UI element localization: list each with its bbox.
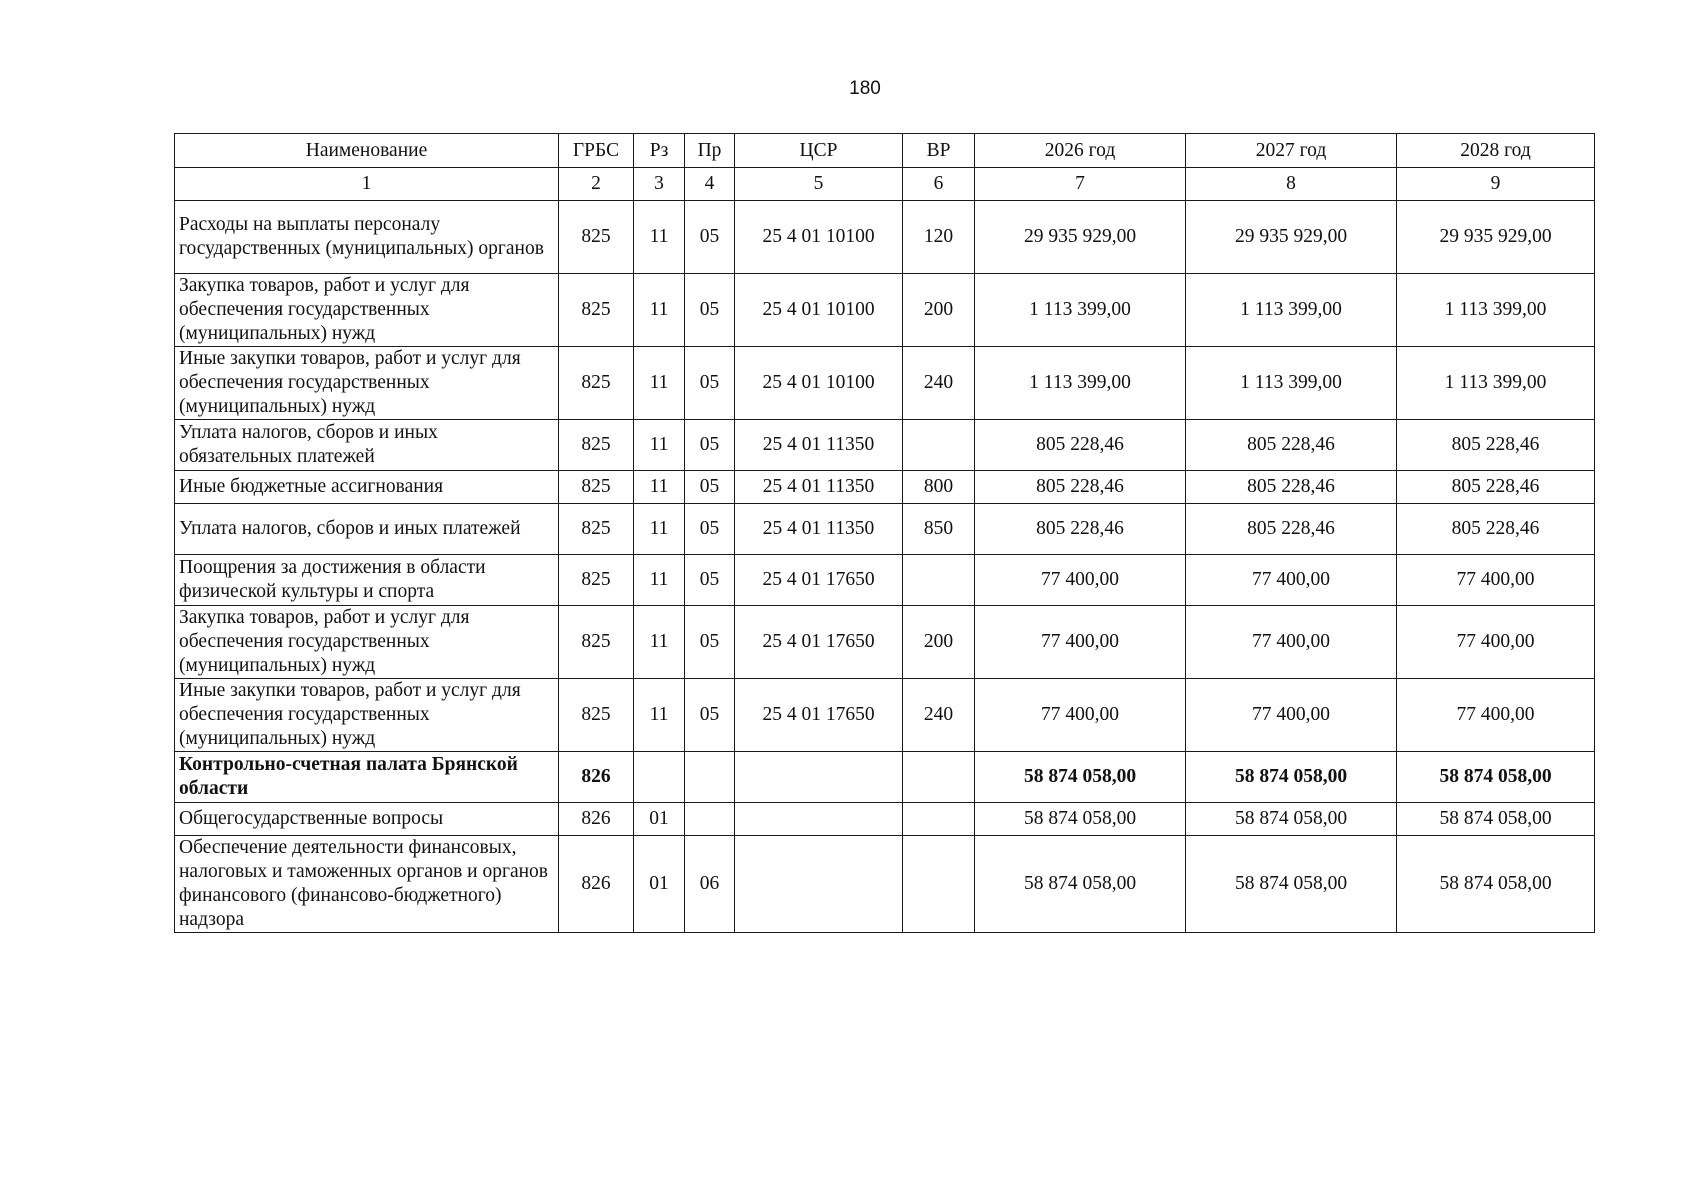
grbs-cell: 825 (559, 201, 634, 274)
grbs-cell: 825 (559, 504, 634, 555)
header-2028: 2028 год (1397, 134, 1595, 168)
amount-2027-cell: 1 113 399,00 (1186, 347, 1397, 420)
pr-cell: 06 (685, 836, 735, 933)
budget-table (174, 133, 1595, 933)
column-number: 2 (559, 168, 634, 201)
rz-cell: 11 (634, 420, 685, 471)
csr-cell: 25 4 01 10100 (735, 347, 903, 420)
rz-cell: 11 (634, 555, 685, 606)
table-row (175, 606, 1595, 679)
rz-cell (634, 752, 685, 803)
row-name-cell: Иные бюджетные ассигнования (175, 471, 559, 504)
column-number: 1 (175, 168, 559, 201)
csr-cell: 25 4 01 10100 (735, 201, 903, 274)
rz-cell: 11 (634, 347, 685, 420)
amount-2026-cell: 58 874 058,00 (975, 803, 1186, 836)
table-row (175, 504, 1595, 555)
grbs-cell: 825 (559, 555, 634, 606)
row-name-cell: Уплата налогов, сборов и иных обязательных платежей (175, 420, 559, 471)
grbs-cell: 825 (559, 274, 634, 347)
row-name-cell: Иные закупки товаров, работ и услуг для обеспечения государственных (муниципальных) нужд (175, 679, 559, 752)
amount-2028-cell: 77 400,00 (1397, 555, 1595, 606)
table-row (175, 274, 1595, 347)
csr-cell (735, 752, 903, 803)
pr-cell: 05 (685, 679, 735, 752)
header-row (175, 134, 1595, 168)
grbs-cell: 825 (559, 471, 634, 504)
vr-cell (903, 420, 975, 471)
amount-2028-cell: 77 400,00 (1397, 679, 1595, 752)
amount-2026-cell: 58 874 058,00 (975, 752, 1186, 803)
rz-cell: 11 (634, 679, 685, 752)
csr-cell: 25 4 01 11350 (735, 471, 903, 504)
amount-2027-cell: 805 228,46 (1186, 420, 1397, 471)
table-row (175, 679, 1595, 752)
pr-cell: 05 (685, 471, 735, 504)
row-name-cell: Обеспечение деятельности финансовых, налоговых и таможенных органов и органов финансового (финансово-бюджетного) надзора (175, 836, 559, 933)
pr-cell: 05 (685, 347, 735, 420)
csr-cell: 25 4 01 10100 (735, 274, 903, 347)
table-row (175, 420, 1595, 471)
grbs-cell: 825 (559, 420, 634, 471)
csr-cell: 25 4 01 17650 (735, 679, 903, 752)
rz-cell: 11 (634, 201, 685, 274)
amount-2026-cell: 805 228,46 (975, 504, 1186, 555)
vr-cell: 120 (903, 201, 975, 274)
amount-2026-cell: 58 874 058,00 (975, 836, 1186, 933)
amount-2028-cell: 77 400,00 (1397, 606, 1595, 679)
table-row (175, 471, 1595, 504)
pr-cell: 05 (685, 420, 735, 471)
csr-cell (735, 836, 903, 933)
pr-cell: 05 (685, 274, 735, 347)
column-number: 6 (903, 168, 975, 201)
grbs-cell: 826 (559, 803, 634, 836)
rz-cell: 11 (634, 471, 685, 504)
column-number: 7 (975, 168, 1186, 201)
row-name-cell: Расходы на выплаты персоналу государственных (муниципальных) органов (175, 201, 559, 274)
header-2027: 2027 год (1186, 134, 1397, 168)
amount-2026-cell: 77 400,00 (975, 555, 1186, 606)
amount-2028-cell: 805 228,46 (1397, 420, 1595, 471)
header-name: Наименование (175, 134, 559, 168)
amount-2027-cell: 58 874 058,00 (1186, 803, 1397, 836)
amount-2027-cell: 805 228,46 (1186, 471, 1397, 504)
csr-cell (735, 803, 903, 836)
amount-2028-cell: 58 874 058,00 (1397, 803, 1595, 836)
table-row (175, 555, 1595, 606)
row-name-cell: Общегосударственные вопросы (175, 803, 559, 836)
column-number: 9 (1397, 168, 1595, 201)
vr-cell: 240 (903, 679, 975, 752)
amount-2028-cell: 1 113 399,00 (1397, 347, 1595, 420)
rz-cell: 11 (634, 606, 685, 679)
vr-cell (903, 555, 975, 606)
column-number: 4 (685, 168, 735, 201)
grbs-cell: 826 (559, 752, 634, 803)
pr-cell: 05 (685, 606, 735, 679)
amount-2026-cell: 77 400,00 (975, 679, 1186, 752)
header-rz: Рз (634, 134, 685, 168)
row-name-cell: Уплата налогов, сборов и иных платежей (175, 504, 559, 555)
header-vr: ВР (903, 134, 975, 168)
table-row (175, 201, 1595, 274)
vr-cell: 200 (903, 274, 975, 347)
amount-2028-cell: 58 874 058,00 (1397, 836, 1595, 933)
table-row (175, 347, 1595, 420)
amount-2026-cell: 805 228,46 (975, 471, 1186, 504)
amount-2028-cell: 58 874 058,00 (1397, 752, 1595, 803)
vr-cell (903, 803, 975, 836)
amount-2027-cell: 29 935 929,00 (1186, 201, 1397, 274)
table-row (175, 803, 1595, 836)
row-name-cell: Контрольно-счетная палата Брянской области (175, 752, 559, 803)
page-number: 180 (849, 78, 881, 99)
header-csr: ЦСР (735, 134, 903, 168)
amount-2027-cell: 77 400,00 (1186, 555, 1397, 606)
csr-cell: 25 4 01 11350 (735, 504, 903, 555)
amount-2028-cell: 1 113 399,00 (1397, 274, 1595, 347)
pr-cell (685, 803, 735, 836)
rz-cell: 01 (634, 803, 685, 836)
grbs-cell: 825 (559, 679, 634, 752)
vr-cell: 800 (903, 471, 975, 504)
rz-cell: 11 (634, 504, 685, 555)
csr-cell: 25 4 01 11350 (735, 420, 903, 471)
rz-cell: 01 (634, 836, 685, 933)
csr-cell: 25 4 01 17650 (735, 555, 903, 606)
amount-2027-cell: 77 400,00 (1186, 606, 1397, 679)
row-name-cell: Закупка товаров, работ и услуг для обеспечения государственных (муниципальных) нужд (175, 606, 559, 679)
column-number: 8 (1186, 168, 1397, 201)
pr-cell (685, 752, 735, 803)
header-grbs: ГРБС (559, 134, 634, 168)
amount-2028-cell: 805 228,46 (1397, 504, 1595, 555)
pr-cell: 05 (685, 504, 735, 555)
vr-cell (903, 752, 975, 803)
pr-cell: 05 (685, 555, 735, 606)
vr-cell: 200 (903, 606, 975, 679)
column-number: 5 (735, 168, 903, 201)
grbs-cell: 826 (559, 836, 634, 933)
amount-2027-cell: 805 228,46 (1186, 504, 1397, 555)
row-name-cell: Закупка товаров, работ и услуг для обеспечения государственных (муниципальных) нужд (175, 274, 559, 347)
amount-2027-cell: 58 874 058,00 (1186, 836, 1397, 933)
table-row (175, 836, 1595, 933)
amount-2026-cell: 1 113 399,00 (975, 274, 1186, 347)
row-name-cell: Поощрения за достижения в области физической культуры и спорта (175, 555, 559, 606)
amount-2027-cell: 58 874 058,00 (1186, 752, 1397, 803)
header-pr: Пр (685, 134, 735, 168)
grbs-cell: 825 (559, 606, 634, 679)
amount-2026-cell: 77 400,00 (975, 606, 1186, 679)
column-number: 3 (634, 168, 685, 201)
amount-2027-cell: 77 400,00 (1186, 679, 1397, 752)
column-number-row (175, 168, 1595, 201)
amount-2028-cell: 29 935 929,00 (1397, 201, 1595, 274)
amount-2026-cell: 805 228,46 (975, 420, 1186, 471)
amount-2028-cell: 805 228,46 (1397, 471, 1595, 504)
rz-cell: 11 (634, 274, 685, 347)
vr-cell: 240 (903, 347, 975, 420)
csr-cell: 25 4 01 17650 (735, 606, 903, 679)
header-2026: 2026 год (975, 134, 1186, 168)
row-name-cell: Иные закупки товаров, работ и услуг для обеспечения государственных (муниципальных) нужд (175, 347, 559, 420)
amount-2026-cell: 1 113 399,00 (975, 347, 1186, 420)
vr-cell: 850 (903, 504, 975, 555)
grbs-cell: 825 (559, 347, 634, 420)
table-row (175, 752, 1595, 803)
pr-cell: 05 (685, 201, 735, 274)
amount-2027-cell: 1 113 399,00 (1186, 274, 1397, 347)
amount-2026-cell: 29 935 929,00 (975, 201, 1186, 274)
vr-cell (903, 836, 975, 933)
